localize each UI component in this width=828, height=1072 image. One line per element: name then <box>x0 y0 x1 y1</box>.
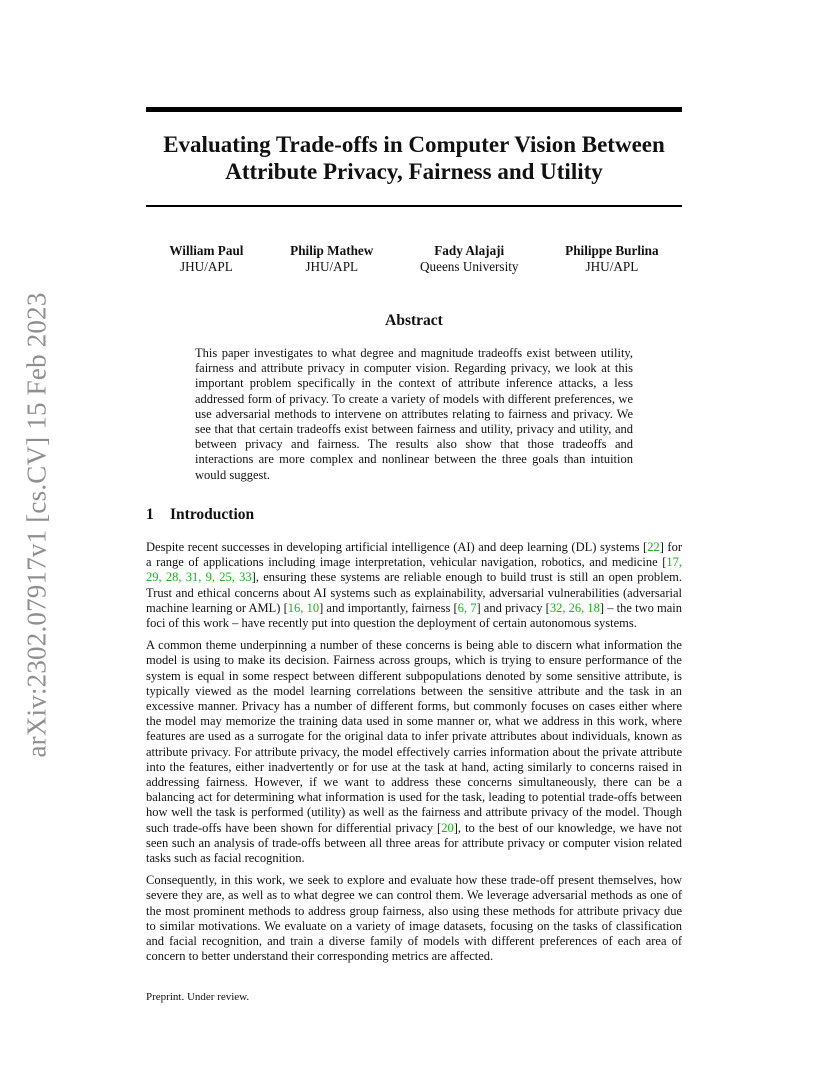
author-list <box>146 243 682 275</box>
citation-link[interactable]: 32, 26, 18 <box>549 600 600 615</box>
citation-link[interactable]: 6, 7 <box>457 600 477 615</box>
introduction-body <box>146 540 682 971</box>
paragraph-3: Consequently, in this work, we seek to explore and evaluate how these trade-off present themselves, how severe they are, as well as to what degree we can control them. We leverage adversarial methods as one of the most prominent methods to address group fairness, also using these methods for attribute privacy due to similar motivations. We evaluate on a variety of image datasets, focusing on the tasks of classification and facial recognition, and train a diverse family of models with different preferences of each area of concern to better understand their corresponding metrics are affected. <box>146 873 682 964</box>
author-block <box>290 243 373 275</box>
author-affiliation: JHU/APL <box>305 259 359 274</box>
text-run: A common theme underpinning a number of these concerns is being able to discern what information the model is using to make its decision. Fairness across groups, which is trying to ensure performance of the system is equal in some respect between different subpopulations denoted by some sensitive attribute, is typically viewed as the model learning correlations between the sensitive attribute and the task in an excessive manner. Privacy has a number of different forms, but commonly focuses on cases either where the model may memorize the training data used in some manner or, what we address in this work, where features are used as a surrogate for the original data to infer private attributes about individuals, known as attribute privacy. For attribute privacy, the model effectively carries information about the private attribute into the features, either inadvertently or for use at the task at hand, acting similarly to concerns raised in addressing fairness. However, if we want to address these concerns simultaneously, there can be a balancing act for determining what information is used for the task, leading to potential trade-offs between how well the task is performed (utility) as well as the fairness and attribute privacy of the model. Though such trade-offs have been shown for differential privacy [ <box>146 638 682 835</box>
author-block <box>420 243 519 275</box>
citation-link[interactable]: 16, 10 <box>287 600 320 615</box>
section-number: 1 <box>146 506 154 523</box>
arxiv-identifier <box>22 290 52 760</box>
author-name: Fady Alajaji <box>434 243 505 258</box>
section-title: Introduction <box>170 506 255 523</box>
title-top-rule <box>146 107 682 112</box>
author-affiliation: Queens University <box>419 259 519 274</box>
title-line-1: Evaluating Trade-offs in Computer Vision Between <box>163 132 665 157</box>
author-affiliation: JHU/APL <box>180 259 233 274</box>
paper-title <box>146 131 682 185</box>
footer-note: Preprint. Under review. <box>146 991 250 1003</box>
citation-link[interactable]: 22 <box>647 540 660 554</box>
author-affiliation: JHU/APL <box>585 259 639 274</box>
text-run: ], to the best of our knowledge, we have not seen such an analysis of trade-offs between all three areas for attribute privacy or computer vision related tasks such as facial recognition. <box>146 820 682 866</box>
paragraph-1 <box>146 540 682 631</box>
section-heading <box>146 506 254 524</box>
author-name: Philip Mathew <box>290 243 374 258</box>
title-line-2: Attribute Privacy, Fairness and Utility <box>225 159 603 184</box>
author-block <box>169 243 243 275</box>
text-run: ] and importantly, fairness [ <box>319 600 458 615</box>
abstract-heading: Abstract <box>385 312 443 329</box>
author-name: Philippe Burlina <box>565 243 659 258</box>
arxiv-identifier-text: arXiv:2302.07917v1 [cs.CV] 15 Feb 2023 <box>21 292 52 758</box>
paragraph-2 <box>146 638 682 866</box>
abstract-text: This paper investigates to what degree and magnitude tradeoffs exist between utility, fairness and attribute privacy in computer vision. Regarding privacy, we look at this important problem specifically in the context of attribute inference attacks, a less addressed form of privacy. To create a variety of models with different preferences, we use adversarial methods to intervene on attributes relating to fairness and privacy. We see that that certain tradeoffs exist between fairness and utility, privacy and utility, and between privacy and fairness. The results also show that those tradeoffs and interactions are more complex and nonlinear between the three goals than intuition would suggest. <box>195 346 633 482</box>
author-name: William Paul <box>169 243 244 258</box>
title-bottom-rule <box>146 205 682 207</box>
author-block <box>565 243 658 275</box>
text-run: ] for a range of applications including image interpretation, vehicular navigation, robotics, and medicine [ <box>146 540 682 570</box>
citation-link[interactable]: 17, 29, 28, 31, 9, 25, 33 <box>146 555 682 585</box>
text-run: ] – the two main foci of this work – have recently put into question the deployment of certain autonomous systems. <box>146 600 683 631</box>
text-run: ] and privacy [ <box>476 600 550 615</box>
citation-link[interactable]: 20 <box>441 820 454 835</box>
text-run: ], ensuring these systems are reliable enough to build trust is still an open problem. Trust and ethical concerns about AI systems such as explainability, adversarial vulnerabilities (adversarial machine learning or AML) [ <box>146 570 682 615</box>
text-run: Despite recent successes in developing artificial intelligence (AI) and deep learning (DL) systems [ <box>146 540 648 554</box>
